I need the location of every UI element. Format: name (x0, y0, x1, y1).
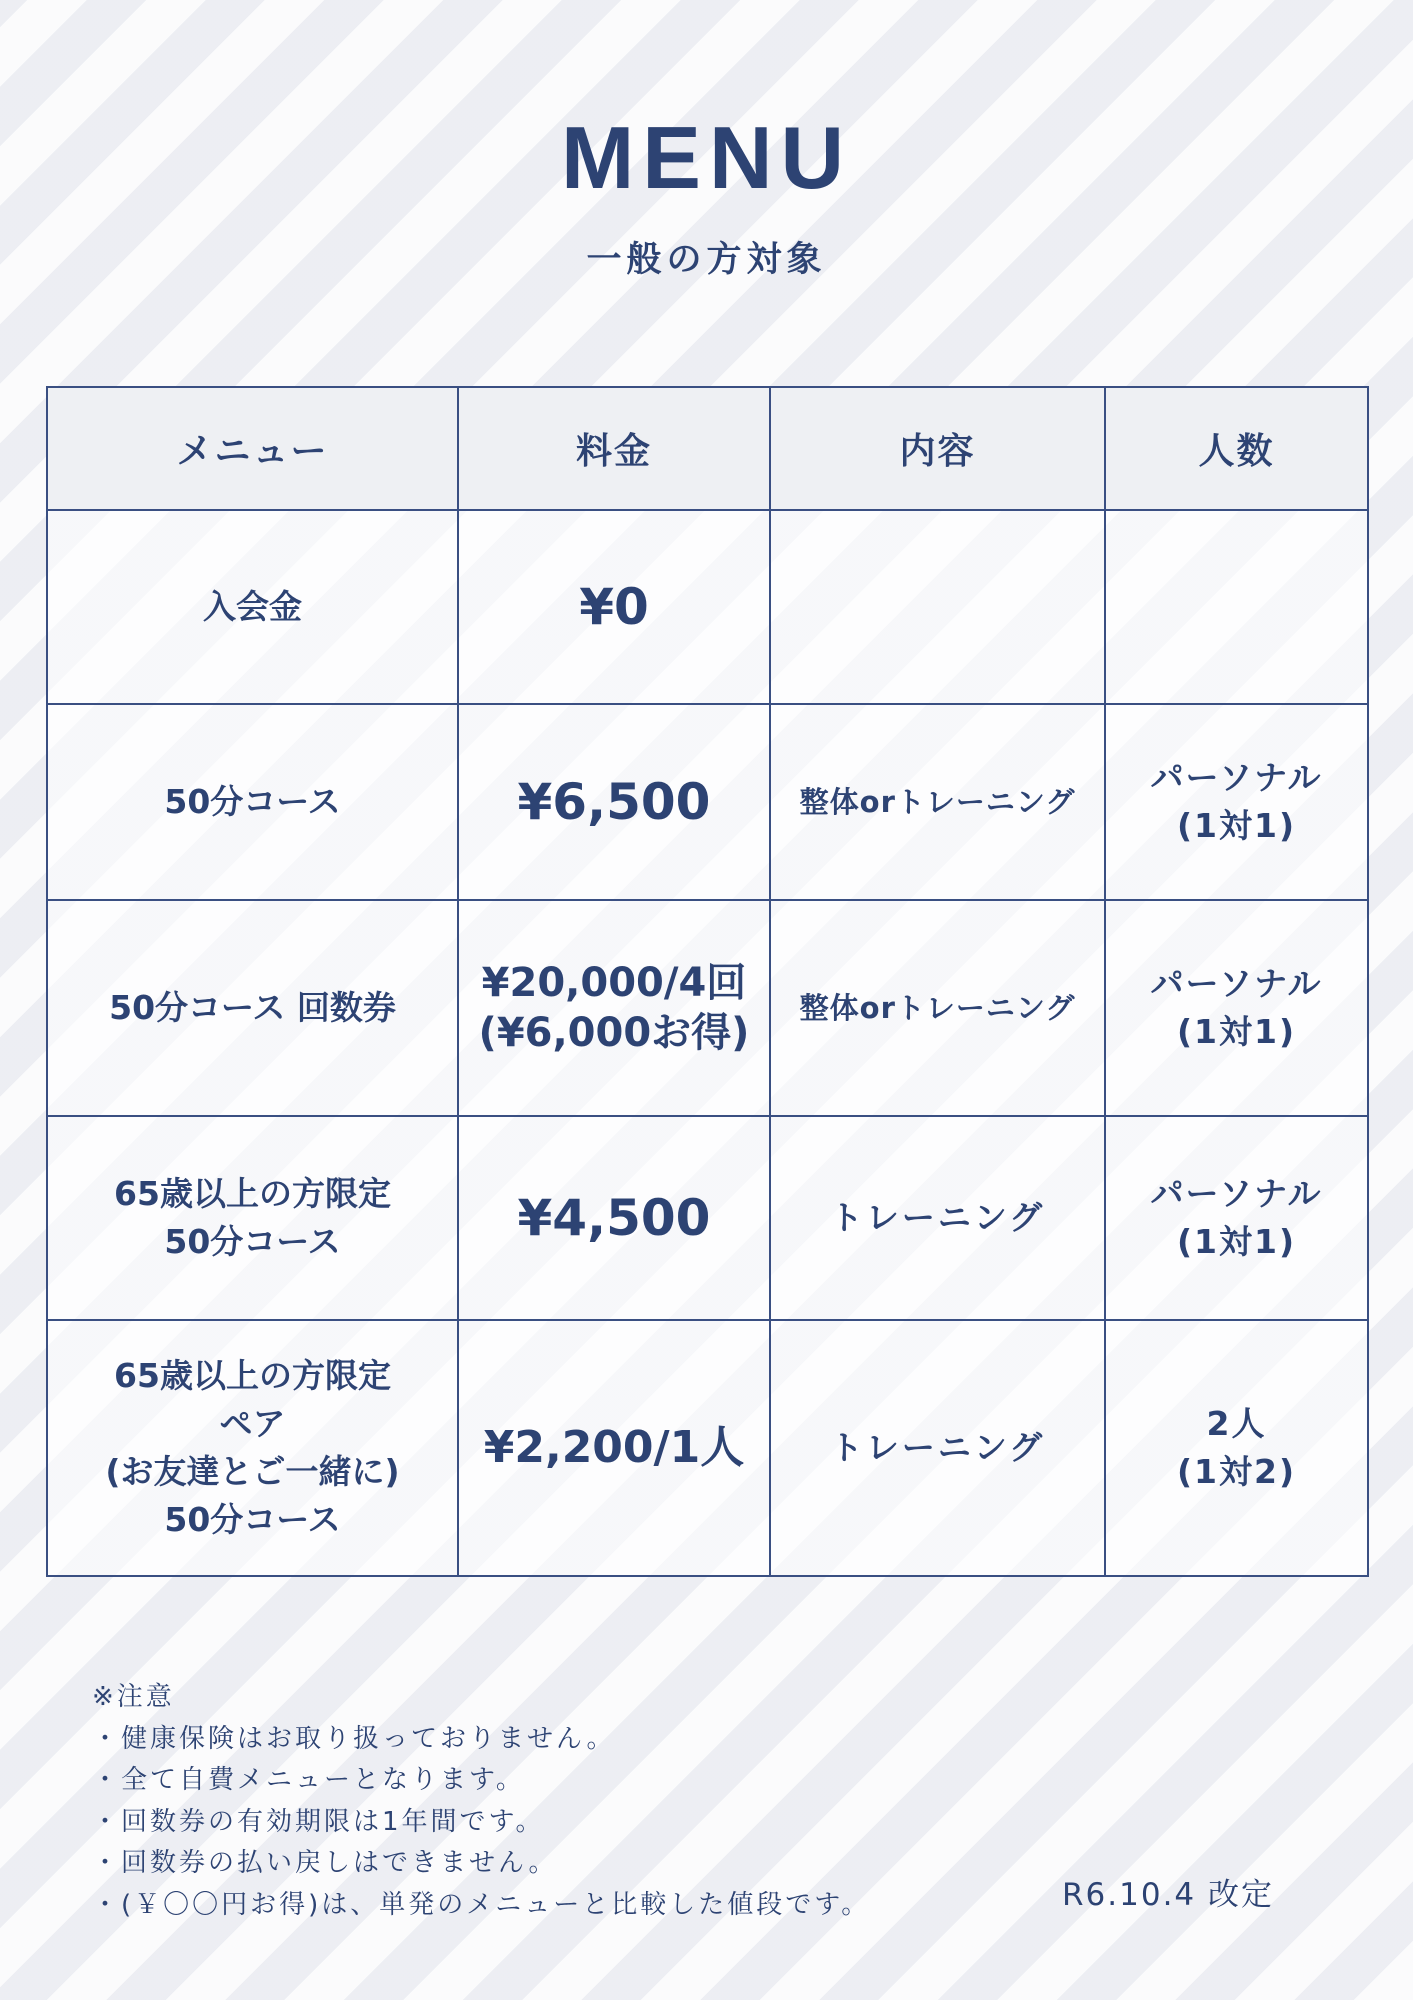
people-cell: 2人 (1対2) (1105, 1320, 1368, 1576)
menu-name-cell: 65歳以上の方限定 50分コース (47, 1116, 458, 1320)
page-subtitle: 一般の方対象 (586, 240, 827, 280)
people-cell: パーソナル (1対1) (1105, 704, 1368, 900)
content-cell: 整体orトレーニング (770, 704, 1105, 900)
menu-name-cell: 50分コース (47, 704, 458, 900)
note-item: ・回数券の有効期限は1年間です。 (92, 1806, 545, 1837)
price-cell: ¥6,500 (458, 704, 770, 900)
notes-section (92, 1677, 870, 1926)
price-cell: ¥2,200/1人 (458, 1320, 770, 1576)
content-cell: トレーニング (770, 1116, 1105, 1320)
table-row (47, 704, 1368, 900)
menu-table (46, 386, 1369, 1577)
table-header-row (47, 387, 1368, 510)
content-cell (770, 510, 1105, 704)
people-cell: パーソナル (1対1) (1105, 1116, 1368, 1320)
revision-date: R6.10.4 改定 (1062, 1877, 1274, 1913)
price-cell: ¥20,000/4回 (¥6,000お得) (458, 900, 770, 1116)
table-row (47, 900, 1368, 1116)
note-item: ・全て自費メニューとなります。 (92, 1765, 525, 1795)
table-row (47, 1320, 1368, 1576)
menu-name-cell: 65歳以上の方限定 ペア (お友達とご一緒に) 50分コース (47, 1320, 458, 1576)
header-people: 人数 (1105, 387, 1368, 510)
price-cell: ¥4,500 (458, 1116, 770, 1320)
menu-name-cell: 入会金 (47, 510, 458, 704)
header-price: 料金 (458, 387, 770, 510)
menu-name-cell: 50分コース 回数券 (47, 900, 458, 1116)
header-content: 内容 (770, 387, 1105, 510)
people-cell: パーソナル (1対1) (1105, 900, 1368, 1116)
table-row (47, 510, 1368, 704)
page-title: MENU (560, 108, 853, 207)
note-item: ・(￥〇〇円お得)は、単発のメニューと比較した値段です。 (92, 1889, 871, 1920)
content-cell: トレーニング (770, 1320, 1105, 1576)
people-cell (1105, 510, 1368, 704)
content-cell: 整体orトレーニング (770, 900, 1105, 1116)
price-cell: ¥0 (458, 510, 770, 704)
notes-heading: ※注意 (92, 1682, 175, 1712)
note-item: ・回数券の払い戻しはできません。 (92, 1848, 558, 1878)
header-menu: メニュー (47, 387, 458, 510)
note-item: ・健康保険はお取り扱っておりません。 (92, 1723, 616, 1754)
table-row (47, 1116, 1368, 1320)
